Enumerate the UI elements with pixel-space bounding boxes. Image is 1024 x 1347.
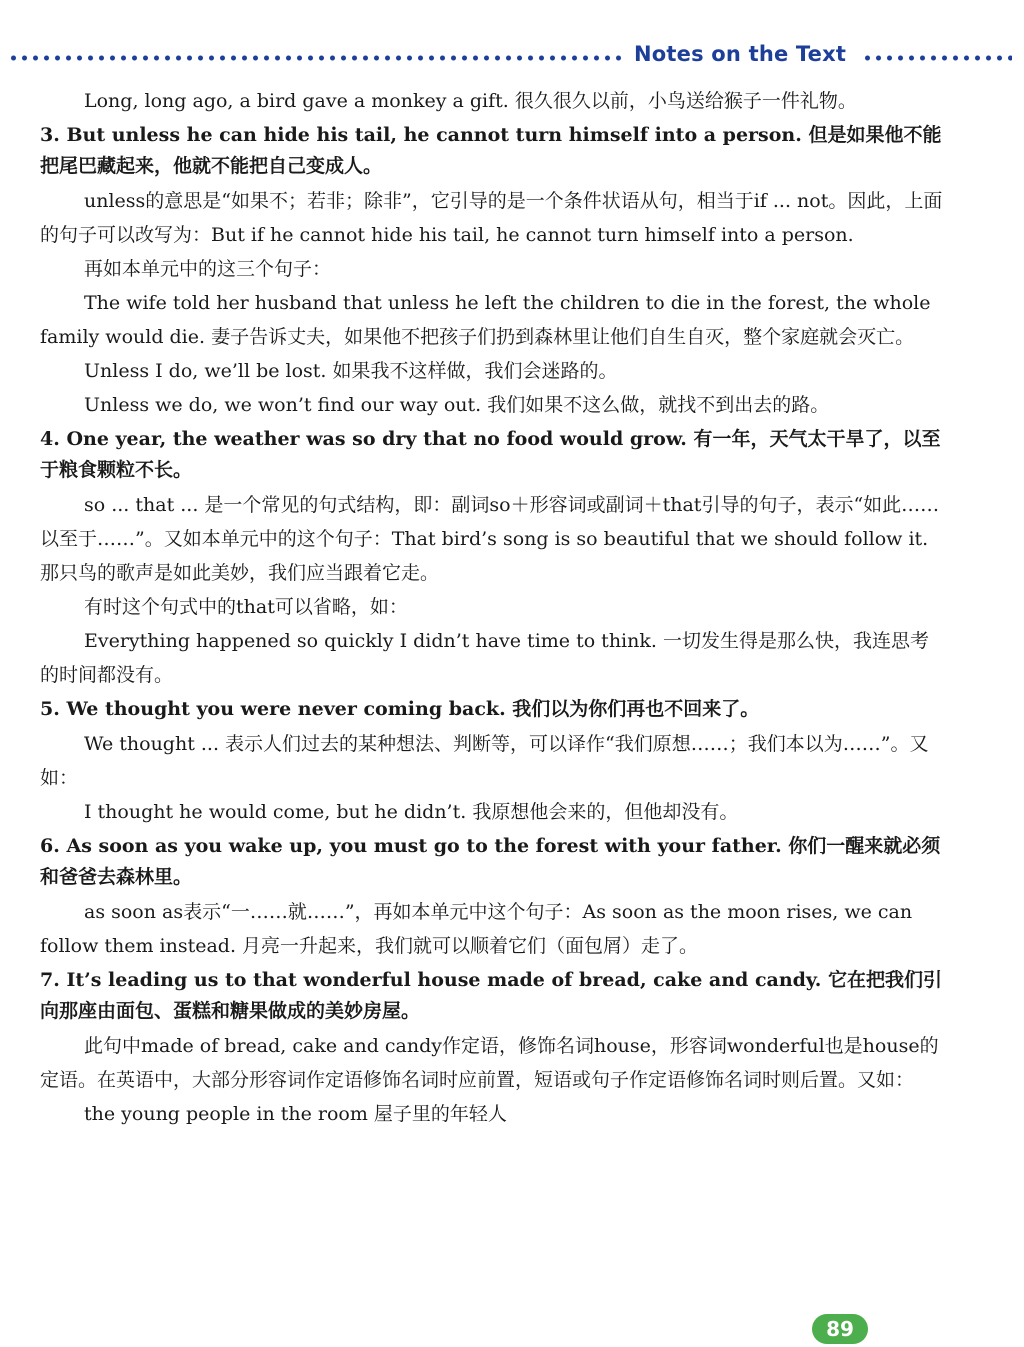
paragraph: unless的意思是“如果不；若非；除非”，它引导的是一个条件状语从句，相当于if ... not。因此，上面的句子可以改写为：But if he cannot hide his tail, he cannot turn himself into a person.	[40, 190, 943, 246]
paragraph: 再如本单元中的这三个句子：	[84, 258, 332, 280]
note-heading-4: 4. One year, the weather was so dry that no food would grow. 有一年，天气太干旱了，以至于粮食颗粒不长。	[40, 428, 941, 481]
page-header	[0, 40, 1024, 74]
notes-content	[40, 84, 945, 1131]
paragraph: Long, long ago, a bird gave a monkey a gift. 很久很久以前，小鸟送给猴子一件礼物。	[84, 90, 857, 112]
paragraph: We thought ... 表示人们过去的某种想法、判断等，可以译作“我们原想……；我们本以为……”。又如：	[40, 733, 929, 789]
paragraph: as soon as表示“一……就……”，再如本单元中这个句子：As soon as the moon rises, we can follow them instead. 月亮一升起来，我们就可以顺着它们（面包屑）走了。	[40, 901, 913, 957]
paragraph: so ... that ... 是一个常见的句式结构，即：副词so＋形容词或副词＋that引导的句子，表示“如此……以至于……”。又如本单元中的这个句子：That bird’s song is so beautiful that we should follow it. 那只鸟的歌声是如此美妙，我们应当跟着它走。	[40, 494, 940, 584]
paragraph: 此句中made of bread, cake and candy作定语，修饰名词house，形容词wonderful也是house的定语。在英语中，大部分形容词作定语修饰名词时应前置，短语或句子作定语修饰名词时则后置。又如：	[40, 1035, 939, 1091]
note-heading-6: 6. As soon as you wake up, you must go to the forest with your father. 你们一醒来就必须和爸爸去森林里。	[40, 835, 941, 888]
page-number-badge: 89	[812, 1314, 868, 1344]
note-heading-3: 3. But unless he can hide his tail, he cannot turn himself into a person. 但是如果他不能把尾巴藏起来，他就不能把自己变成人。	[40, 124, 942, 177]
example-sentence: Unless I do, we’ll be lost. 如果我不这样做，我们会迷路的。	[84, 360, 618, 382]
example-sentence: I thought he would come, but he didn’t. 我原想他会来的，但他却没有。	[84, 801, 739, 823]
example-sentence: the young people in the room 屋子里的年轻人	[84, 1103, 507, 1125]
paragraph: 有时这个句式中的that可以省略，如：	[84, 596, 408, 618]
note-heading-7: 7. It’s leading us to that wonderful house made of bread, cake and candy. 它在把我们引向那座由面包、蛋糕和糖果做成的美妙房屋。	[40, 969, 943, 1022]
note-heading-5: 5. We thought you were never coming back. 我们以为你们再也不回来了。	[40, 698, 760, 720]
example-sentence: Unless we do, we won’t find our way out. 我们如果不这么做，就找不到出去的路。	[84, 394, 830, 416]
example-paragraph: The wife told her husband that unless he left the children to die in the forest, the whole family would die. 妻子告诉丈夫，如果他不把孩子们扔到森林里让他们自生自灭，整个家庭就会灭亡。	[40, 292, 931, 348]
section-title: Notes on the Text	[634, 42, 847, 66]
header-dotted-rule-right	[862, 54, 1012, 62]
example-paragraph: Everything happened so quickly I didn’t have time to think. 一切发生得是那么快，我连思考的时间都没有。	[40, 630, 929, 686]
header-dotted-rule-left	[8, 54, 624, 62]
